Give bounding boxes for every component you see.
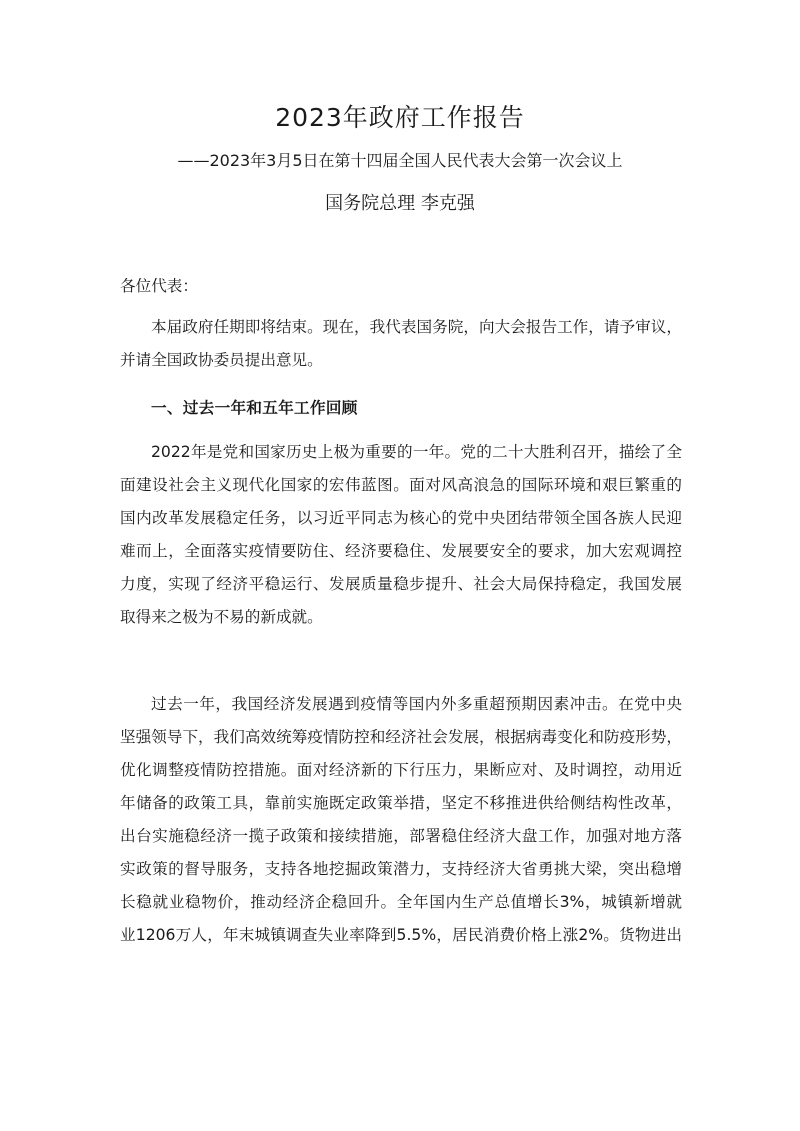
paragraph-line: 坚强领导下，我们高效统筹疫情防控和经济社会发展，根据病毒变化和防疫形势， [120,728,682,746]
paragraph-line: 本届政府任期即将结束。现在，我代表国务院，向大会报告工作，请予审议， [151,318,682,336]
paragraph-line: 业1206万人，年末城镇调查失业率降到5.5%，居民消费价格上涨2%。货物进出 [120,926,682,944]
paragraph-line: 并请全国政协委员提出意见。 [120,351,323,369]
paragraph-line: 难而上，全面落实疫情要防住、经济要稳住、发展要安全的要求，加大宏观调控 [120,542,682,560]
paragraph-2 [120,436,682,634]
paragraph-line: 国内改革发展稳定任务，以习近平同志为核心的党中央团结带领全国各族人民迎 [120,509,682,527]
document-subtitle: ——2023年3月5日在第十四届全国人民代表大会第一次会议上 [177,151,623,170]
salutation: 各位代表： [120,277,198,295]
paragraph-1 [120,311,682,377]
paragraph-line: 长稳就业稳物价，推动经济企稳回升。全年国内生产总值增长3%，城镇新增就 [120,893,682,911]
section-heading: 一、过去一年和五年工作回顾 [151,399,358,417]
paragraph-line: 2022年是党和国家历史上极为重要的一年。党的二十大胜利召开，描绘了全 [151,443,682,461]
paragraph-line: 优化调整疫情防控措施。面对经济新的下行压力，果断应对、及时调控，动用近 [120,761,682,779]
paragraph-3 [120,688,682,952]
document-author: 国务院总理 李克强 [325,193,475,214]
paragraph-line: 年储备的政策工具，靠前实施既定政策举措，坚定不移推进供给侧结构性改革， [120,794,682,812]
document-title: 2023年政府工作报告 [275,103,525,132]
paragraph-line: 面建设社会主义现代化国家的宏伟蓝图。面对风高浪急的国际环境和艰巨繁重的 [120,476,682,494]
paragraph-line: 力度，实现了经济平稳运行、发展质量稳步提升、社会大局保持稳定，我国发展 [120,575,682,593]
paragraph-line: 出台实施稳经济一揽子政策和接续措施，部署稳住经济大盘工作，加强对地方落 [120,827,682,845]
paragraph-line: 取得来之极为不易的新成就。 [120,608,323,626]
paragraph-line: 实政策的督导服务，支持各地挖掘政策潜力，支持经济大省勇挑大梁，突出稳增 [120,860,682,878]
paragraph-line: 过去一年，我国经济发展遇到疫情等国内外多重超预期因素冲击。在党中央 [151,695,682,713]
